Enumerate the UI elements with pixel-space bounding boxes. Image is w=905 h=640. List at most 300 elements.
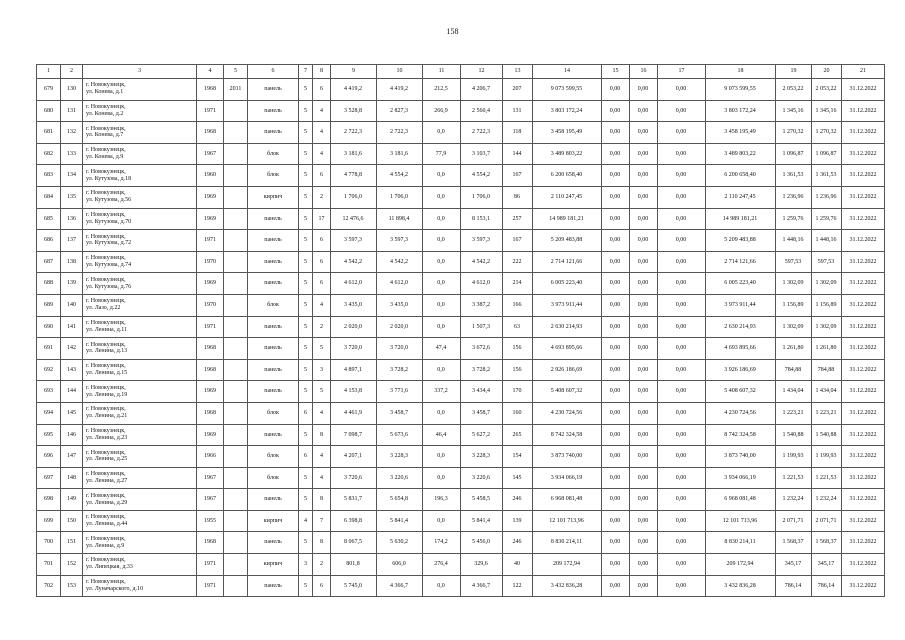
table-cell-col-18: 6 968 081,48	[706, 489, 776, 511]
table-cell-col-2: 150	[61, 510, 83, 532]
table-cell-col-1: 689	[37, 294, 61, 316]
table-cell-col-6: панель	[248, 100, 299, 122]
table-cell-col-2: 152	[61, 554, 83, 576]
table-cell-col-16: 0,00	[630, 79, 658, 101]
table-cell-col-4: 1969	[197, 381, 224, 403]
table-cell-col-5	[224, 208, 248, 230]
table-cell-col-1: 686	[37, 230, 61, 252]
table-cell-col-6: кирпич	[248, 554, 299, 576]
table-cell-col-10: 3 771,6	[377, 381, 423, 403]
table-cell-col-13: 167	[503, 230, 533, 252]
table-cell-col-15: 0,00	[602, 122, 630, 144]
table-cell-col-13: 214	[503, 273, 533, 295]
table-cell-col-18: 3 973 911,44	[706, 294, 776, 316]
table-cell-col-6: панель	[248, 316, 299, 338]
table-cell-col-12: 4 366,7	[461, 575, 503, 597]
table-cell-col-10: 3 720,0	[377, 338, 423, 360]
table-cell-col-11: 196,3	[423, 489, 461, 511]
table-cell-col-10: 4 366,7	[377, 575, 423, 597]
table-cell-col-2: 145	[61, 402, 83, 424]
table-cell-col-12: 3 220,6	[461, 467, 503, 489]
table-cell-col-15: 0,00	[602, 316, 630, 338]
table-cell-col-9: 3 720,0	[331, 338, 377, 360]
table-cell-col-14: 8 742 324,58	[533, 424, 602, 446]
table-cell-col-8: 2	[313, 554, 331, 576]
table-cell-col-6: панель	[248, 575, 299, 597]
table-cell-col-13: 144	[503, 143, 533, 165]
table-cell-col-6: панель	[248, 359, 299, 381]
table-row	[37, 402, 885, 424]
table-cell-col-3: г. Новокузнецк, ул. Кутузова, д.56	[83, 186, 197, 208]
table-cell-col-15: 0,00	[602, 575, 630, 597]
table-cell-col-15: 0,00	[602, 424, 630, 446]
table-cell-col-17: 0,00	[658, 251, 706, 273]
table-cell-col-15: 0,00	[602, 554, 630, 576]
column-header-19: 19	[776, 65, 812, 79]
table-cell-col-19: 1 361,53	[776, 165, 812, 187]
table-cell-col-1: 690	[37, 316, 61, 338]
table-cell-col-5	[224, 273, 248, 295]
table-cell-col-14: 4 693 895,66	[533, 338, 602, 360]
table-cell-col-8: 4	[313, 467, 331, 489]
table-cell-col-18: 12 101 713,96	[706, 510, 776, 532]
table-cell-col-11: 0,0	[423, 510, 461, 532]
table-cell-col-8: 4	[313, 402, 331, 424]
table-cell-col-16: 0,00	[630, 554, 658, 576]
table-cell-col-4: 1969	[197, 208, 224, 230]
table-cell-col-20: 1 199,93	[812, 446, 842, 468]
table-cell-col-20: 1 221,53	[812, 467, 842, 489]
table-cell-col-8: 8	[313, 489, 331, 511]
column-header-6: 6	[248, 65, 299, 79]
table-cell-col-1: 683	[37, 165, 61, 187]
table-cell-col-6: блок	[248, 446, 299, 468]
table-cell-col-5	[224, 359, 248, 381]
table-cell-col-6: панель	[248, 381, 299, 403]
table-cell-col-17: 0,00	[658, 510, 706, 532]
table-cell-col-5	[224, 122, 248, 144]
table-cell-col-9: 6 398,8	[331, 510, 377, 532]
table-cell-col-7: 5	[299, 575, 313, 597]
table-cell-col-14: 14 989 181,21	[533, 208, 602, 230]
table-cell-col-11: 0,0	[423, 273, 461, 295]
table-cell-col-8: 6	[313, 273, 331, 295]
table-cell-col-8: 5	[313, 338, 331, 360]
table-cell-col-7: 5	[299, 251, 313, 273]
table-cell-col-10: 3 597,3	[377, 230, 423, 252]
table-cell-col-5	[224, 489, 248, 511]
table-cell-col-7: 4	[299, 510, 313, 532]
table-cell-col-6: панель	[248, 79, 299, 101]
table-cell-col-16: 0,00	[630, 316, 658, 338]
table-cell-col-13: 131	[503, 100, 533, 122]
table-cell-col-16: 0,00	[630, 230, 658, 252]
table-row	[37, 230, 885, 252]
table-cell-col-5	[224, 186, 248, 208]
table-cell-col-17: 0,00	[658, 467, 706, 489]
table-cell-col-11: 174,2	[423, 532, 461, 554]
table-cell-col-15: 0,00	[602, 251, 630, 273]
column-header-4: 4	[197, 65, 224, 79]
table-cell-col-14: 209 172,94	[533, 554, 602, 576]
table-cell-col-12: 3 597,3	[461, 230, 503, 252]
table-cell-col-4: 1969	[197, 186, 224, 208]
table-cell-col-19: 1 345,16	[776, 100, 812, 122]
table-cell-col-10: 4 419,2	[377, 79, 423, 101]
table-cell-col-6: панель	[248, 230, 299, 252]
table-cell-col-6: блок	[248, 467, 299, 489]
table-cell-col-12: 4 542,2	[461, 251, 503, 273]
table-cell-col-12: 2 722,3	[461, 122, 503, 144]
table-cell-col-2: 140	[61, 294, 83, 316]
table-cell-col-10: 5 654,8	[377, 489, 423, 511]
table-cell-col-16: 0,00	[630, 165, 658, 187]
table-cell-col-9: 12 476,6	[331, 208, 377, 230]
table-cell-col-9: 3 528,8	[331, 100, 377, 122]
table-cell-col-9: 4 153,8	[331, 381, 377, 403]
table-cell-col-7: 5	[299, 467, 313, 489]
table-cell-col-8: 7	[313, 510, 331, 532]
table-cell-col-14: 9 073 599,55	[533, 79, 602, 101]
table-cell-col-7: 5	[299, 424, 313, 446]
table-cell-col-17: 0,00	[658, 446, 706, 468]
table-cell-col-9: 3 720,6	[331, 467, 377, 489]
column-header-8: 8	[313, 65, 331, 79]
table-cell-col-17: 0,00	[658, 79, 706, 101]
table-cell-col-4: 1967	[197, 143, 224, 165]
table-cell-col-2: 151	[61, 532, 83, 554]
table-cell-col-18: 4 230 724,56	[706, 402, 776, 424]
table-cell-col-21: 31.12.2022	[842, 143, 885, 165]
table-cell-col-4: 1967	[197, 467, 224, 489]
table-cell-col-13: 154	[503, 446, 533, 468]
table-cell-col-3: г. Новокузнецк, ул. Ленина, д.11	[83, 316, 197, 338]
column-header-15: 15	[602, 65, 630, 79]
table-cell-col-11: 77,9	[423, 143, 461, 165]
table-cell-col-14: 3 803 172,24	[533, 100, 602, 122]
table-cell-col-15: 0,00	[602, 467, 630, 489]
column-header-13: 13	[503, 65, 533, 79]
table-cell-col-16: 0,00	[630, 186, 658, 208]
table-cell-col-21: 31.12.2022	[842, 554, 885, 576]
table-cell-col-7: 5	[299, 338, 313, 360]
table-cell-col-14: 6 968 081,48	[533, 489, 602, 511]
table-cell-col-19: 597,53	[776, 251, 812, 273]
table-cell-col-15: 0,00	[602, 359, 630, 381]
table-cell-col-20: 1 261,80	[812, 338, 842, 360]
table-cell-col-3: г. Новокузнецк, ул. Кутузова, д.72	[83, 230, 197, 252]
table-row	[37, 381, 885, 403]
table-cell-col-5	[224, 316, 248, 338]
column-header-7: 7	[299, 65, 313, 79]
table-cell-col-16: 0,00	[630, 402, 658, 424]
table-cell-col-8: 2	[313, 186, 331, 208]
table-cell-col-19: 1 568,37	[776, 532, 812, 554]
table-cell-col-2: 133	[61, 143, 83, 165]
table-cell-col-21: 31.12.2022	[842, 122, 885, 144]
table-cell-col-20: 784,88	[812, 359, 842, 381]
table-row	[37, 79, 885, 101]
table-row	[37, 338, 885, 360]
table-cell-col-19: 1 261,80	[776, 338, 812, 360]
table-cell-col-8: 3	[313, 359, 331, 381]
table-cell-col-2: 148	[61, 467, 83, 489]
table-cell-col-6: блок	[248, 143, 299, 165]
table-cell-col-20: 1 096,87	[812, 143, 842, 165]
column-header-16: 16	[630, 65, 658, 79]
table-cell-col-11: 0,0	[423, 575, 461, 597]
table-cell-col-17: 0,00	[658, 338, 706, 360]
table-cell-col-18: 2 630 214,93	[706, 316, 776, 338]
table-cell-col-16: 0,00	[630, 446, 658, 468]
table-cell-col-3: г. Новокузнецк, ул. Конева, д.9	[83, 143, 197, 165]
table-cell-col-16: 0,00	[630, 100, 658, 122]
table-cell-col-16: 0,00	[630, 251, 658, 273]
table-cell-col-2: 142	[61, 338, 83, 360]
table-cell-col-5	[224, 532, 248, 554]
table-cell-col-1: 701	[37, 554, 61, 576]
table-cell-col-4: 1969	[197, 424, 224, 446]
table-cell-col-8: 4	[313, 446, 331, 468]
table-cell-col-14: 2 110 247,45	[533, 186, 602, 208]
table-cell-col-11: 0,0	[423, 316, 461, 338]
table-cell-col-3: г. Новокузнецк, ул. Ленина, д.27	[83, 467, 197, 489]
table-cell-col-18: 9 073 599,55	[706, 79, 776, 101]
table-cell-col-19: 2 053,22	[776, 79, 812, 101]
table-cell-col-20: 1 540,88	[812, 424, 842, 446]
table-cell-col-12: 4 206,7	[461, 79, 503, 101]
table-cell-col-15: 0,00	[602, 79, 630, 101]
table-cell-col-17: 0,00	[658, 165, 706, 187]
table-cell-col-15: 0,00	[602, 338, 630, 360]
table-cell-col-9: 1 706,0	[331, 186, 377, 208]
table-cell-col-12: 3 672,6	[461, 338, 503, 360]
table-cell-col-8: 4	[313, 100, 331, 122]
table-cell-col-19: 1 434,04	[776, 381, 812, 403]
table-cell-col-18: 5 209 483,88	[706, 230, 776, 252]
table-cell-col-14: 2 630 214,93	[533, 316, 602, 338]
table-cell-col-5	[224, 446, 248, 468]
table-cell-col-13: 207	[503, 79, 533, 101]
table-cell-col-10: 11 898,4	[377, 208, 423, 230]
column-header-10: 10	[377, 65, 423, 79]
table-cell-col-17: 0,00	[658, 143, 706, 165]
table-cell-col-14: 3 458 195,49	[533, 122, 602, 144]
column-header-17: 17	[658, 65, 706, 79]
table-cell-col-11: 0,0	[423, 467, 461, 489]
table-cell-col-16: 0,00	[630, 122, 658, 144]
table-cell-col-16: 0,00	[630, 467, 658, 489]
table-cell-col-11: 276,4	[423, 554, 461, 576]
table-cell-col-14: 6 005 223,40	[533, 273, 602, 295]
table-cell-col-4: 1970	[197, 294, 224, 316]
column-header-21: 21	[842, 65, 885, 79]
table-cell-col-9: 5 745,0	[331, 575, 377, 597]
table-cell-col-9: 4 778,8	[331, 165, 377, 187]
table-cell-col-1: 680	[37, 100, 61, 122]
table-cell-col-18: 2 714 121,66	[706, 251, 776, 273]
table-cell-col-15: 0,00	[602, 273, 630, 295]
table-cell-col-10: 2 722,3	[377, 122, 423, 144]
column-header-20: 20	[812, 65, 842, 79]
table-cell-col-14: 3 973 911,44	[533, 294, 602, 316]
table-cell-col-15: 0,00	[602, 489, 630, 511]
table-cell-col-18: 8 742 324,58	[706, 424, 776, 446]
table-cell-col-6: блок	[248, 294, 299, 316]
table-cell-col-21: 31.12.2022	[842, 316, 885, 338]
table-cell-col-6: панель	[248, 338, 299, 360]
table-cell-col-16: 0,00	[630, 489, 658, 511]
table-cell-col-16: 0,00	[630, 510, 658, 532]
table-cell-col-12: 3 458,7	[461, 402, 503, 424]
table-cell-col-16: 0,00	[630, 532, 658, 554]
table-cell-col-10: 3 220,6	[377, 467, 423, 489]
table-cell-col-14: 4 230 724,56	[533, 402, 602, 424]
table-cell-col-3: г. Новокузнецк, ул. Ленина, д.44	[83, 510, 197, 532]
table-cell-col-8: 6	[313, 251, 331, 273]
column-header-3: 3	[83, 65, 197, 79]
table-cell-col-8: 4	[313, 294, 331, 316]
table-cell-col-15: 0,00	[602, 446, 630, 468]
table-cell-col-14: 3 934 066,19	[533, 467, 602, 489]
table-cell-col-21: 31.12.2022	[842, 359, 885, 381]
table-cell-col-8: 2	[313, 316, 331, 338]
table-cell-col-10: 4 612,0	[377, 273, 423, 295]
table-cell-col-21: 31.12.2022	[842, 381, 885, 403]
table-body	[37, 79, 885, 597]
table-cell-col-17: 0,00	[658, 554, 706, 576]
table-cell-col-1: 695	[37, 424, 61, 446]
table-cell-col-1: 688	[37, 273, 61, 295]
table-cell-col-6: панель	[248, 122, 299, 144]
table-cell-col-12: 5 458,5	[461, 489, 503, 511]
column-number-header-row	[37, 65, 885, 79]
table-cell-col-6: кирпич	[248, 186, 299, 208]
table-cell-col-4: 1960	[197, 165, 224, 187]
table-cell-col-21: 31.12.2022	[842, 510, 885, 532]
table-cell-col-3: г. Новокузнецк, ул. Ленина, д.13	[83, 338, 197, 360]
table-cell-col-10: 3 728,2	[377, 359, 423, 381]
table-cell-col-15: 0,00	[602, 510, 630, 532]
table-cell-col-13: 222	[503, 251, 533, 273]
table-cell-col-4: 1968	[197, 402, 224, 424]
table-cell-col-14: 3 489 803,22	[533, 143, 602, 165]
table-cell-col-16: 0,00	[630, 338, 658, 360]
table-cell-col-17: 0,00	[658, 359, 706, 381]
table-row	[37, 316, 885, 338]
table-cell-col-2: 147	[61, 446, 83, 468]
page-number: 158	[446, 27, 459, 36]
table-cell-col-21: 31.12.2022	[842, 575, 885, 597]
table-cell-col-18: 14 989 181,21	[706, 208, 776, 230]
table-row	[37, 489, 885, 511]
table-cell-col-16: 0,00	[630, 208, 658, 230]
table-cell-col-2: 131	[61, 100, 83, 122]
table-cell-col-5	[224, 143, 248, 165]
table-row	[37, 467, 885, 489]
table-cell-col-1: 698	[37, 489, 61, 511]
table-row	[37, 554, 885, 576]
table-cell-col-2: 136	[61, 208, 83, 230]
table-cell-col-5	[224, 467, 248, 489]
table-cell-col-1: 700	[37, 532, 61, 554]
table-cell-col-6: панель	[248, 273, 299, 295]
table-cell-col-3: г. Новокузнецк, ул. Лазо, д.22	[83, 294, 197, 316]
table-cell-col-11: 0,0	[423, 446, 461, 468]
table-row	[37, 510, 885, 532]
table-cell-col-11: 0,0	[423, 359, 461, 381]
table-cell-col-1: 684	[37, 186, 61, 208]
table-cell-col-5	[224, 100, 248, 122]
table-cell-col-20: 1 223,21	[812, 402, 842, 424]
table-cell-col-5	[224, 294, 248, 316]
table-cell-col-21: 31.12.2022	[842, 100, 885, 122]
table-cell-col-14: 2 926 186,69	[533, 359, 602, 381]
table-cell-col-11: 0,0	[423, 208, 461, 230]
column-header-11: 11	[423, 65, 461, 79]
table-cell-col-2: 141	[61, 316, 83, 338]
table-cell-col-3: г. Новокузнецк, ул. Кутузова, д.74	[83, 251, 197, 273]
table-cell-col-19: 1 302,09	[776, 273, 812, 295]
table-cell-col-21: 31.12.2022	[842, 489, 885, 511]
table-cell-col-17: 0,00	[658, 316, 706, 338]
table-cell-col-16: 0,00	[630, 359, 658, 381]
table-cell-col-8: 17	[313, 208, 331, 230]
table-cell-col-3: г. Новокузнецк, ул. Луначарского, д.10	[83, 575, 197, 597]
table-cell-col-13: 156	[503, 359, 533, 381]
table-cell-col-10: 5 673,6	[377, 424, 423, 446]
table-cell-col-19: 1 199,93	[776, 446, 812, 468]
table-cell-col-9: 7 098,7	[331, 424, 377, 446]
table-cell-col-18: 3 458 195,49	[706, 122, 776, 144]
table-cell-col-12: 5 456,0	[461, 532, 503, 554]
table-cell-col-10: 5 630,2	[377, 532, 423, 554]
table-cell-col-13: 246	[503, 532, 533, 554]
table-cell-col-21: 31.12.2022	[842, 294, 885, 316]
table-cell-col-7: 5	[299, 230, 313, 252]
table-cell-col-21: 31.12.2022	[842, 79, 885, 101]
table-cell-col-5	[224, 251, 248, 273]
table-cell-col-8: 8	[313, 532, 331, 554]
table-cell-col-6: блок	[248, 402, 299, 424]
table-cell-col-11: 0,0	[423, 186, 461, 208]
table-cell-col-4: 1968	[197, 338, 224, 360]
table-cell-col-1: 697	[37, 467, 61, 489]
table-cell-col-2: 134	[61, 165, 83, 187]
table-cell-col-16: 0,00	[630, 381, 658, 403]
table-cell-col-2: 137	[61, 230, 83, 252]
table-cell-col-13: 63	[503, 316, 533, 338]
table-cell-col-4: 1968	[197, 79, 224, 101]
table-cell-col-10: 5 841,4	[377, 510, 423, 532]
table-cell-col-12: 3 103,7	[461, 143, 503, 165]
table-cell-col-13: 40	[503, 554, 533, 576]
table-cell-col-6: панель	[248, 532, 299, 554]
table-cell-col-19: 1 232,24	[776, 489, 812, 511]
table-cell-col-4: 1966	[197, 446, 224, 468]
table-cell-col-6: панель	[248, 208, 299, 230]
table-cell-col-17: 0,00	[658, 532, 706, 554]
table-cell-col-18: 6 200 658,40	[706, 165, 776, 187]
table-cell-col-13: 139	[503, 510, 533, 532]
table-row	[37, 359, 885, 381]
table-cell-col-19: 1 259,76	[776, 208, 812, 230]
table-cell-col-5	[224, 381, 248, 403]
table-cell-col-13: 86	[503, 186, 533, 208]
column-header-14: 14	[533, 65, 602, 79]
table-cell-col-21: 31.12.2022	[842, 446, 885, 468]
table-row	[37, 532, 885, 554]
